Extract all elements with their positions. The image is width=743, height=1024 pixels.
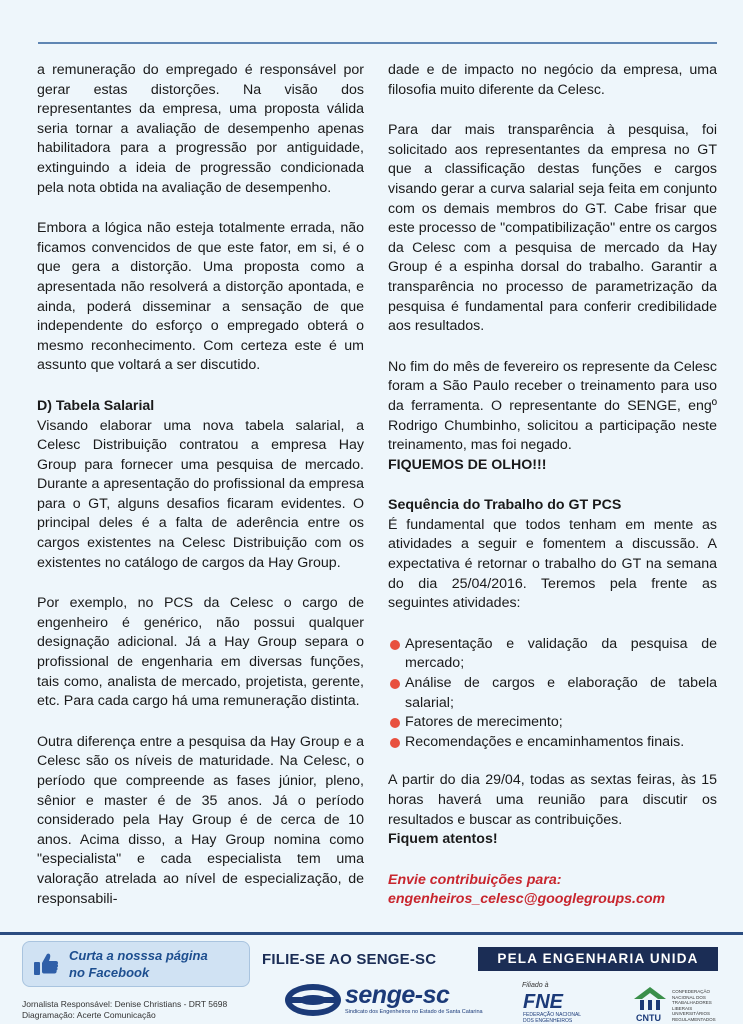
cntu-tagline: CONFEDERAÇÃO NACIONAL DOS TRABALHADORES LIBERAIS UNIVERSITÁRIOS REGULAMENTADOS (672, 989, 716, 1022)
top-divider (38, 42, 717, 44)
list-item (388, 733, 717, 753)
facebook-label-line: Curta a nosssa página (69, 948, 208, 963)
list-item-text: Recomendações e encaminhamentos finais. (405, 733, 685, 750)
paragraph: Por exemplo, no PCS da Celesc o cargo de engenheiro é genérico, não possui qualquer designação adicional. Já a Hay Group separa o profissional de engenharia em diversas funções, tais como, analista de mercado, projetista, gerente, etc. Para cada cargo há uma remuneração distinta. (37, 595, 364, 710)
list-item-text: Apresentação e validação da pesquisa de mercado; (405, 635, 717, 672)
contribution-label: Envie contribuições para: (388, 871, 562, 888)
contribution-email-link[interactable]: engenheiros_celesc@googlegroups.com (388, 891, 666, 908)
paragraph: Visando elaborar uma nova tabela salarial, a Celesc Distribuição contratou a empresa Hay Group para fornecer uma pesquisa de mercado. Durante a apresentação do profissional da empresa para o GT, alguns desafios ficaram evidentes. O principal deles é a falta de aderência entre os cargos existentes na Celesc Distribuição com os existentes no catálogo de cargos da Hay Group. (37, 417, 364, 571)
bullet-icon (390, 718, 400, 728)
cntu-wordmark: CNTU (636, 1013, 661, 1023)
list-item (388, 674, 717, 713)
paragraph: No fim do mês de fevereiro os represente da Celesc foram a São Paulo receber o treinamento para uso da ferramenta. O representante do SENGE, engº Rodrigo Chumbinho, solicitou a participação neste treinamento, mas foi negado. (388, 358, 717, 454)
section-heading: D) Tabela Salarial (37, 397, 155, 414)
list-item (388, 635, 717, 674)
affiliated-label: Filiado à (522, 982, 549, 989)
footer-divider (0, 932, 743, 935)
list-item (388, 713, 717, 733)
paragraph: A partir do dia 29/04, todas as sextas feiras, às 15 horas haverá uma reunião para discutir os resultados e buscar as contribuições. (388, 772, 717, 828)
join-union-banner: FILIE-SE AO SENGE-SC (262, 951, 437, 968)
credits (22, 999, 227, 1021)
bullet-icon (390, 679, 400, 689)
facebook-label-line: no Facebook (69, 965, 150, 980)
thumbs-up-icon (33, 952, 59, 976)
senge-sc-tagline: Sindicato dos Engenheiros no Estado de Santa Catarina (345, 1009, 483, 1015)
bullet-icon (390, 738, 400, 748)
paragraph: a remuneração do empregado é responsável por gerar estas distorções. Na visão dos representantes da empresa, uma proposta válida seria tornar a avaliação de desempenho apenas habilitadora para a progressão por antiguidade, extinguindo a ideia de progressão condicionada pela nota obtida na avaliação de desempenho. (37, 62, 364, 196)
facebook-like-button[interactable] (22, 941, 250, 987)
list-item-text: Análise de cargos e elaboração de tabela salarial; (405, 675, 717, 711)
paragraph: dade e de impacto no negócio da empresa, uma filosofia muito diferente da Celesc. (388, 62, 717, 98)
fne-tagline-line: FEDERAÇÃO NACIONAL (523, 1012, 582, 1018)
list-item-text: Fatores de merecimento; (405, 714, 563, 731)
section-heading: Sequência do Trabalho do GT PCS (388, 497, 622, 514)
journalist-credit: Jornalista Responsável: Denise Christians - DRT 5698 (22, 999, 228, 1009)
right-column (388, 61, 717, 910)
fne-wordmark: FNE (523, 991, 563, 1013)
left-column (37, 61, 364, 909)
facebook-label (69, 947, 208, 981)
alert-text: FIQUEMOS DE OLHO!!! (388, 456, 547, 473)
activity-list (388, 635, 717, 753)
slogan-banner: PELA ENGENHARIA UNIDA (478, 947, 718, 971)
fne-tagline (523, 1012, 581, 1024)
fne-tagline-line: DOS ENGENHEIROS (523, 1018, 573, 1024)
alert-text: Fiquem atentos! (388, 831, 498, 848)
layout-credit: Diagramação: Acerte Comunicação (22, 1010, 156, 1020)
paragraph: É fundamental que todos tenham em mente as atividades a seguir e fomentem a discussão. A expectativa é retornar o trabalho do GT na semana do dia 25/04/2016. Teremos pela frente as seguintes atividades: (388, 516, 717, 612)
bullet-icon (390, 640, 400, 650)
paragraph: Outra diferença entre a pesquisa da Hay Group e a Celesc são os níveis de maturidade. Na Celesc, o período que compreende as fases júnior, pleno, sênior e master é de 35 anos. Já o período considerado pela Hay Group é de cerca de 10 anos. Acima disso, a Hay Group nomina como "especialista" e cada especialista tem uma valoração atrelada ao nível de especialização, de responsabili- (37, 733, 364, 907)
senge-sc-wordmark: senge-sc (345, 981, 450, 1009)
paragraph: Embora a lógica não esteja totalmente errada, não ficamos convencidos de que este fator, em si, é o que gera a distorção. Uma proposta como a apresentada não resolverá a distorção apontada, e ainda, poderá disseminar a sensação de que independente do esforço o empregado obterá o mesmo reconhecimento. Com certeza este é um assunto que voltará a ser discutido. (37, 220, 364, 374)
paragraph: Para dar mais transparência à pesquisa, foi solicitado aos representantes da empresa no GT que a classificação destas funções e cargos visando gerar a curva salarial seja feita em conjunto com os demais membros do GT. Cabe frisar que este processo de "compatibilização" entre os cargos da Celesc com a pesquisa de mercado da Hay Group é a espinha dorsal do trabalho. Garantir a transparência no processo de parametrização da pesquisa é fundamental para conferir credibilidade aos resultados. (388, 122, 717, 335)
